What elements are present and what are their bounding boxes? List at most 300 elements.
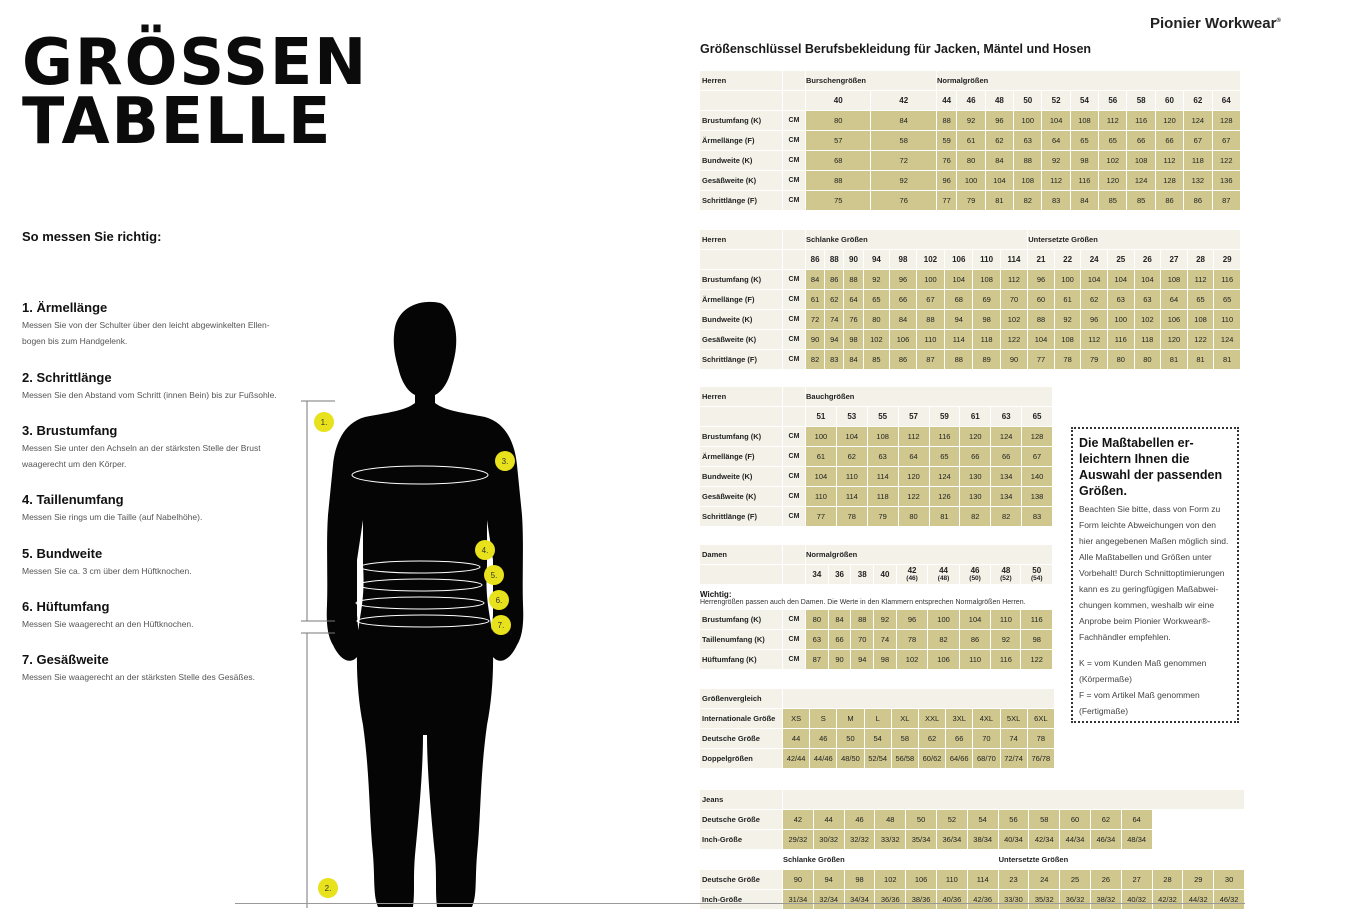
table-cell: 88 [1014,151,1041,170]
table-cell: 124 [1127,171,1154,190]
table-cell: 66 [991,447,1021,466]
size-header: 24 [1081,250,1107,269]
table-cell: 94 [825,330,843,349]
table-cell: 68/70 [973,749,999,768]
table-damen [699,544,1053,670]
size-header: 28 [1188,250,1214,269]
table-cell: 100 [806,427,836,446]
table-cell: 23 [999,870,1029,889]
table-section: Herren [700,230,782,249]
table-cell: 80 [957,151,984,170]
table-cell: 92 [1042,151,1069,170]
table-cell: 124 [991,427,1021,446]
table-cell: 74 [1001,729,1027,748]
table-cell: 70 [851,630,873,649]
row-label: Bundweite (K) [700,467,782,486]
size-header [829,565,851,584]
table-cell: 138 [1022,487,1052,506]
table-cell: 77 [937,191,956,210]
table-cell: 64 [1161,290,1187,309]
table-cell: 83 [1042,191,1069,210]
unit-cm: CM [783,290,805,309]
table-cell: 89 [973,350,999,369]
table-cell: 102 [864,330,890,349]
guide-text: Messen Sie rings um die Taille (auf Nabelhöhe). [22,512,203,522]
table-cell: 63 [1014,131,1041,150]
table-cell: 42 [783,810,813,829]
table-cell: 38/32 [1091,890,1121,909]
table-cell: 82 [1014,191,1041,210]
table-jeans [699,789,1245,910]
unit-cm: CM [783,191,805,210]
table-cell: 112 [1156,151,1183,170]
size-header: 110 [973,250,999,269]
table-cell: 104 [1081,270,1107,289]
table-cell: 106 [890,330,916,349]
table-cell: 104 [837,427,867,446]
table-cell: 98 [1071,151,1098,170]
marker-1-label: 1. [320,418,328,427]
table-cell: 76/78 [1028,749,1054,768]
row-label: Brustumfang (K) [700,610,782,629]
table-cell: 50 [906,810,936,829]
table-row [700,810,1244,829]
size-value: 38 [857,569,867,579]
table-cell: 122 [1001,330,1027,349]
table-cell: 108 [1188,310,1214,329]
table-cell: 100 [957,171,984,190]
table-cell: 96 [1028,270,1054,289]
table-cell: 116 [1108,330,1134,349]
table-cell: 118 [868,487,898,506]
marker-5-label: 5. [490,571,498,580]
unit-cm: CM [783,131,805,150]
table-cell: 84 [986,151,1013,170]
table-cell: 100 [917,270,944,289]
table-cell: 72 [871,151,936,170]
size-value: 48 [1001,565,1011,575]
table-cell: 92 [991,630,1020,649]
table-cell: 66 [1156,131,1183,150]
table-cell: 114 [945,330,972,349]
table-cell: 44/32 [1183,890,1213,909]
row-label: Deutsche Größe [700,810,782,829]
guide-item-5 [22,546,292,579]
table-cell: 86 [1184,191,1211,210]
table-cell: 102 [1135,310,1161,329]
table-cell: 120 [899,467,929,486]
table-cell: 65 [930,447,960,466]
title-line-2: TABELLE [22,85,333,159]
table-cell: 48/34 [1122,830,1152,849]
table-cell: 110 [806,487,836,506]
size-header: 26 [1135,250,1161,269]
table-cell: 116 [1021,610,1052,629]
table-cell: 77 [806,507,836,526]
unit-cm: CM [783,310,805,329]
table-cell: 48 [875,810,905,829]
table-row [700,709,1054,728]
table-cell: 81 [1161,350,1187,369]
unit-cm: CM [783,467,805,486]
table-cell: 104 [986,171,1013,190]
table-cell: 70 [973,729,999,748]
row-label: Schrittlänge (F) [700,507,782,526]
table-cell: 66 [946,729,972,748]
table-cell: 44 [814,810,844,829]
brand-logo [1150,15,1281,32]
table-cell: 52/54 [865,749,891,768]
table-row [700,330,1240,349]
size-header [960,565,991,584]
table-cell: 82 [960,507,990,526]
table-cell: 40/36 [937,890,967,909]
table-cell: 63 [806,630,828,649]
table-cell: 112 [1042,171,1069,190]
unit-cm: CM [783,111,805,130]
table-cell: 44 [783,729,809,748]
size-row [700,91,1240,110]
table-cell: 72 [806,310,824,329]
table-row [700,290,1240,309]
table-cell: 78 [1028,729,1054,748]
table-cell: 78 [897,630,928,649]
table-cell: 63 [868,447,898,466]
size-header [1021,565,1052,584]
size-header: 57 [899,407,929,426]
table-cell: 102 [1001,310,1027,329]
table-cell: 85 [1099,191,1126,210]
table-row [700,151,1240,170]
table-cell: 96 [897,610,928,629]
table-cell: 61 [806,290,824,309]
size-header: 62 [1184,91,1211,110]
note-title: Wichtig: [700,590,732,599]
table-cell: 88 [937,111,956,130]
table-cell: 83 [1022,507,1052,526]
size-header: 102 [917,250,944,269]
table-row [700,191,1240,210]
table-cell: 6XL [1028,709,1054,728]
table-cell: 67 [1022,447,1052,466]
table-cell: 116 [991,650,1020,669]
size-header: 86 [806,250,824,269]
table-row [700,310,1240,329]
table-cell: 52 [937,810,967,829]
info-body: Beachten Sie bitte, dass von Form zu Form leichte Abweichungen von den hier angegebenen Maßen möglich sind. Alle Maßtabellen und Größen unter Vorbehalt! Durch Schnittoptimierungen kann es zu geringfügigen Maßabwei-chungen kommen, weshalb wir eine Anprobe beim Pionier Workwear®-Fachhändler empfehlen. [1079,504,1229,642]
table-cell: 27 [1122,870,1152,889]
table-cell: 86 [1156,191,1183,210]
size-header: 48 [986,91,1013,110]
table-cell: 102 [875,870,905,889]
table-cell: 4XL [973,709,999,728]
table-cell: 58 [871,131,936,150]
table-cell: 94 [945,310,972,329]
table-cell: 110 [837,467,867,486]
table-cell: 82 [991,507,1021,526]
guide-text: Messen Sie waagerecht an den Hüftknochen. [22,619,194,629]
unit-cm: CM [783,610,805,629]
table-cell: 40/34 [999,830,1029,849]
table-cell: XL [892,709,918,728]
table-cell: 33/32 [875,830,905,849]
table-cell: 98 [1021,630,1052,649]
guide-heading: 2. Schrittlänge [22,370,112,385]
size-header [897,565,928,584]
table-cell: 116 [1071,171,1098,190]
table-cell: 114 [868,467,898,486]
table-row [700,487,1052,506]
table-cell: 62 [1081,290,1107,309]
table-cell: 104 [1042,111,1069,130]
table-cell: 96 [937,171,956,190]
table-cell: 60 [1060,810,1090,829]
table-cell: 66 [960,447,990,466]
table-cell: 56/58 [892,749,918,768]
table-cell: 110 [1214,310,1240,329]
table-cell: 78 [1055,350,1081,369]
table-row [700,111,1240,130]
table-row [700,749,1054,768]
table-herren-normal [699,70,1241,211]
size-header: 54 [1071,91,1098,110]
unit-cm: CM [783,330,805,349]
table-cell: 61 [1055,290,1081,309]
table-cell: 80 [864,310,890,329]
table-cell: 87 [806,650,828,669]
table-row [700,650,1052,669]
table-cell: 84 [890,310,916,329]
table-cell: 74 [874,630,896,649]
table-cell: 124 [1214,330,1240,349]
table-cell: 34/34 [845,890,875,909]
table-cell: 79 [868,507,898,526]
size-row [700,250,1240,269]
table-cell: 140 [1022,467,1052,486]
table-cell: 88 [806,171,870,190]
table-groessenvergleich [699,688,1055,769]
table-cell: 104 [1108,270,1134,289]
table-cell: 122 [899,487,929,506]
size-header: 25 [1108,250,1134,269]
size-value: 36 [835,569,844,579]
table-cell: 70 [1001,290,1027,309]
table-herren-schlank [699,229,1241,370]
unit-cm: CM [783,487,805,506]
table-cell: 108 [1161,270,1187,289]
table-cell: 28 [1153,870,1183,889]
table-cell: 118 [1184,151,1211,170]
table-cell: 36/36 [875,890,905,909]
size-header: 53 [837,407,867,426]
table-row [700,447,1052,466]
group-label: Untersetzte Größen [1028,230,1240,249]
table-cell: 100 [1055,270,1081,289]
table-cell: 130 [960,487,990,506]
group-label: Schlanke Größen [783,850,998,869]
note-text: Herrengrößen passen auch den Damen. Die Werte in den Klammern entsprechen Normalgrößen Herren. [700,599,1026,606]
size-header: 59 [930,407,960,426]
size-header: 114 [1001,250,1027,269]
table-cell: 96 [890,270,916,289]
table-cell: 96 [986,111,1013,130]
table-cell: 67 [1213,131,1240,150]
table-cell: 58 [892,729,918,748]
size-header: 106 [945,250,972,269]
table-cell: 61 [806,447,836,466]
size-header: 46 [957,91,984,110]
table-section: Herren [700,387,782,406]
table-cell: 5XL [1001,709,1027,728]
row-label: Ärmellänge (F) [700,290,782,309]
row-label: Inch-Größe [700,830,782,849]
size-value: 44 [939,565,949,575]
size-header: 40 [806,91,870,110]
size-equivalent: (50) [969,574,981,582]
table-cell: 84 [806,270,824,289]
table-cell: 77 [1028,350,1054,369]
table-cell: 84 [871,111,936,130]
table-cell: 33/30 [999,890,1029,909]
table-row [700,507,1052,526]
table-cell: 81 [930,507,960,526]
table-cell: 100 [1108,310,1134,329]
table-cell: 122 [1021,650,1052,669]
page-scrollbar[interactable] [235,903,1245,909]
table-cell: 106 [928,650,959,669]
page-title [22,26,369,159]
table-cell: 60 [1028,290,1054,309]
table-cell: 3XL [946,709,972,728]
row-label: Hüftumfang (K) [700,650,782,669]
table-cell: 82 [928,630,959,649]
legend-f: F = vom Artikel Maß genommen (Fertigmaße) [1079,690,1200,716]
table-cell: 78 [837,507,867,526]
table-cell: 32/34 [814,890,844,909]
row-label: Internationale Größe [700,709,782,728]
group-header-row [700,850,1244,869]
table-cell: 44/46 [810,749,836,768]
table-cell: 63 [1135,290,1161,309]
group-label: Schlanke Größen [806,230,1027,249]
size-equivalent: (48) [937,574,950,582]
table-cell: 80 [1135,350,1161,369]
size-header: 64 [1213,91,1240,110]
table-cell: 30/32 [814,830,844,849]
table-cell: 116 [930,427,960,446]
size-header [874,565,896,584]
group-label: Bauchgrößen [806,387,1052,406]
table-row [700,350,1240,369]
table-cell: 54 [968,810,998,829]
guide-heading: 6. Hüftumfang [22,599,110,614]
guide-item-1 [22,300,292,349]
table-cell: 61 [957,131,984,150]
table-cell: 86 [890,350,916,369]
table-cell: 104 [806,467,836,486]
table-herren-bauch [699,386,1053,527]
group-label: Normalgrößen [806,545,1052,564]
table-cell: 108 [868,427,898,446]
chart-subtitle: Größenschlüssel Berufsbekleidung für Jacken, Mäntel und Hosen [700,42,1092,56]
row-label: Gesäßweite (K) [700,171,782,190]
table-cell: 90 [1001,350,1027,369]
row-label: Inch-Größe [700,890,782,909]
table-cell: 29/32 [783,830,813,849]
table-cell: 35/32 [1029,890,1059,909]
table-row [700,610,1052,629]
group-label: Normalgrößen [937,71,1240,90]
table-cell: 80 [1108,350,1134,369]
marker-4-label: 4. [481,546,489,555]
table-cell: 85 [1127,191,1154,210]
table-cell: 108 [1055,330,1081,349]
table-cell: 67 [1184,131,1211,150]
size-header: 94 [864,250,890,269]
table-cell: 36/34 [937,830,967,849]
table-cell: 75 [806,191,870,210]
table-cell: 110 [991,610,1020,629]
marker-2-label: 2. [324,884,332,893]
table-cell: 62 [837,447,867,466]
table-cell: 56 [999,810,1029,829]
table-cell: 32/32 [845,830,875,849]
table-cell: 62 [825,290,843,309]
table-cell: 92 [957,111,984,130]
table-row [700,830,1244,849]
table-cell: 63 [1108,290,1134,309]
size-header: 29 [1214,250,1240,269]
table-cell: 122 [1188,330,1214,349]
table-cell: 58 [1029,810,1059,829]
table-cell: 88 [917,310,944,329]
size-header: 61 [960,407,990,426]
table-cell: 102 [1099,151,1126,170]
size-header: 56 [1099,91,1126,110]
table-cell: 64 [899,447,929,466]
table-cell: 92 [874,610,896,629]
table-cell: 124 [930,467,960,486]
guide-heading: 3. Brustumfang [22,423,118,438]
table-cell: 60/62 [919,749,945,768]
table-cell: 79 [1081,350,1107,369]
table-cell: 46 [810,729,836,748]
brand-name: Pionier Workwear [1150,15,1277,32]
guide-heading: 7. Gesäßweite [22,652,109,667]
table-cell: 40/32 [1122,890,1152,909]
table-section: Damen [700,545,782,564]
table-cell: 110 [937,870,967,889]
table-cell: 64 [844,290,862,309]
size-header: 98 [890,250,916,269]
unit-cm: CM [783,630,805,649]
table-cell: 112 [1081,330,1107,349]
table-cell: 46/34 [1091,830,1121,849]
table-cell: 42/44 [783,749,809,768]
women-size-note [700,590,1052,606]
table-section: Herren [700,71,782,90]
table-cell: 104 [960,610,991,629]
row-label: Bundweite (K) [700,151,782,170]
table-cell: 128 [1213,111,1240,130]
guide-item-2 [22,370,292,403]
table-cell: 84 [844,350,862,369]
guide-item-7 [22,652,292,685]
table-cell: 62 [919,729,945,748]
table-cell: 102 [897,650,928,669]
table-cell: 82 [806,350,824,369]
table-cell: 62 [986,131,1013,150]
